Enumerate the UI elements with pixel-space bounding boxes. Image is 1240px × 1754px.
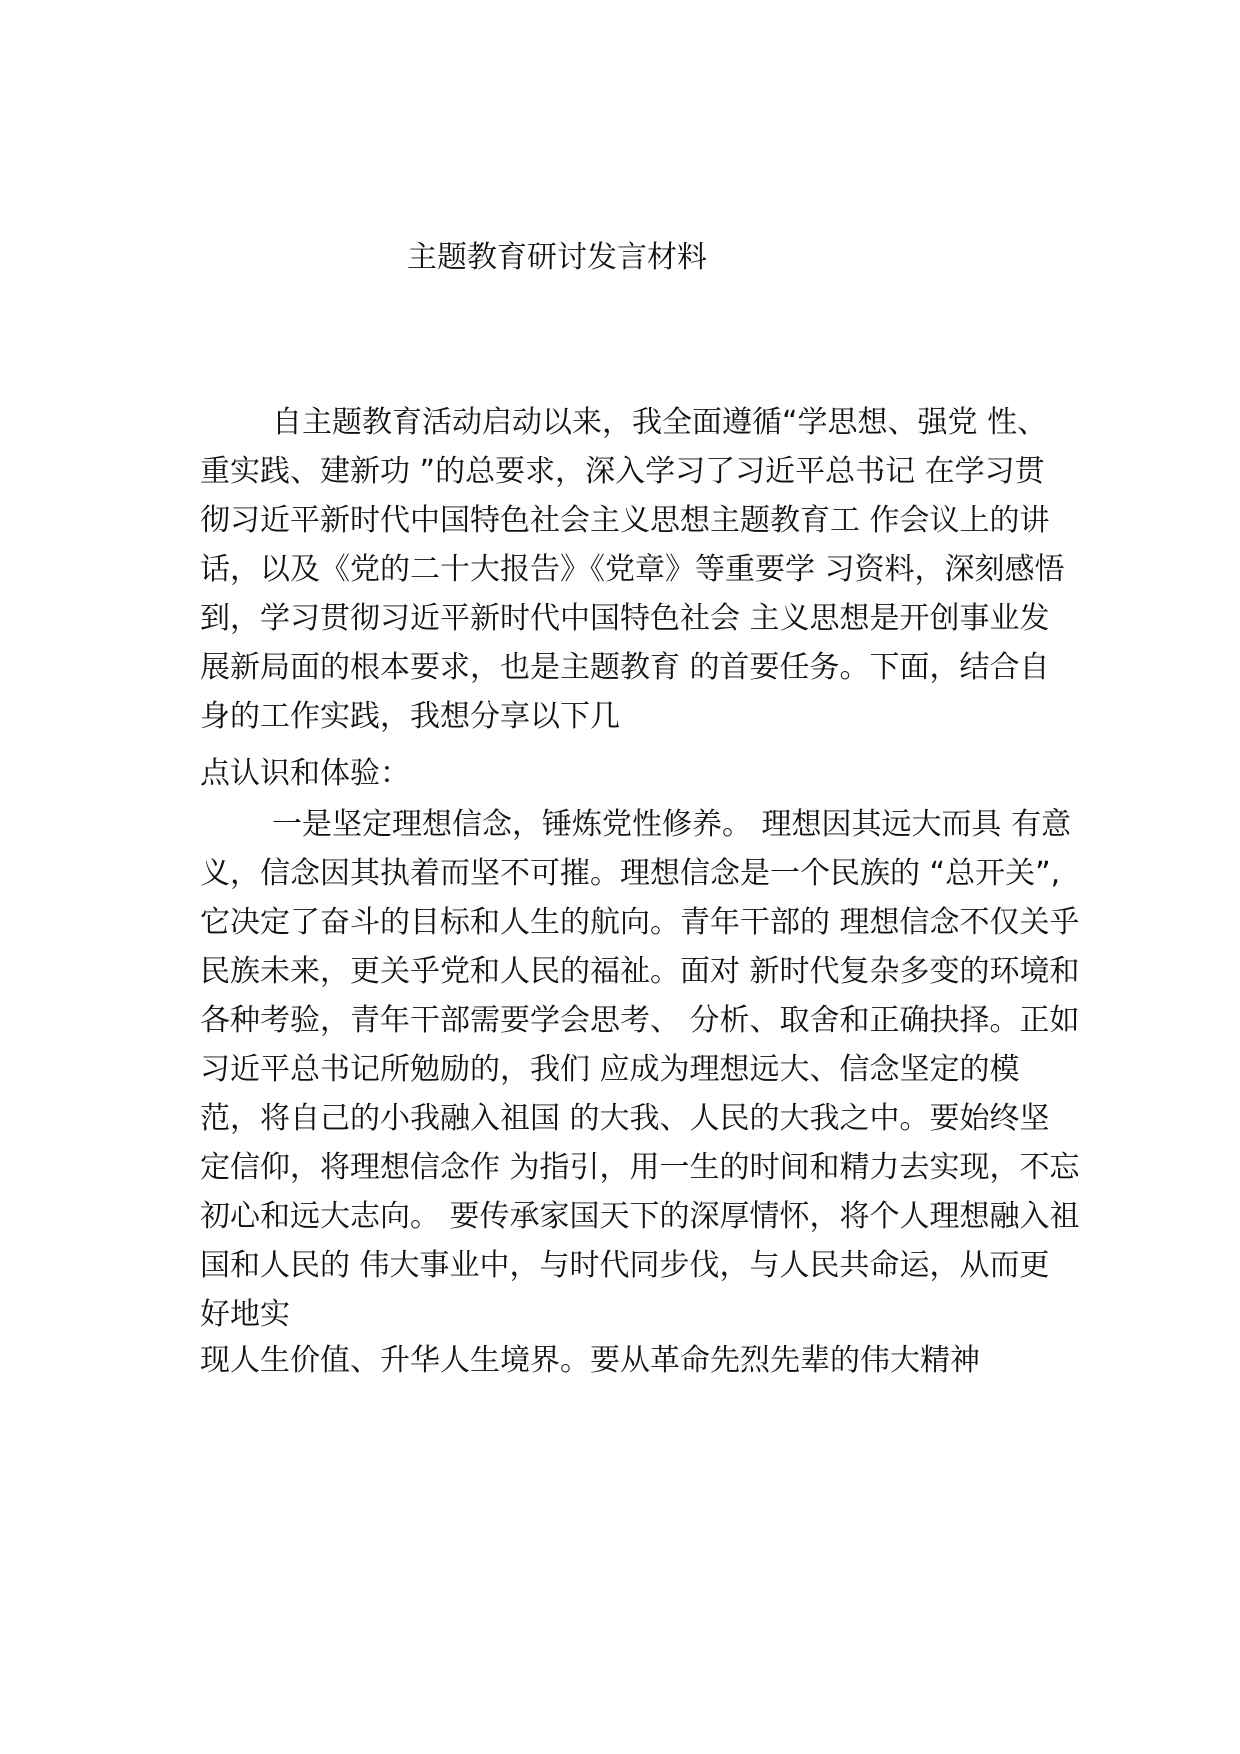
text-line: 点认识和体验： — [200, 756, 410, 791]
text-line: 定信仰，将理想信念作 为指引，用一生的时间和精力去实现，不忘 — [200, 1150, 1080, 1185]
text-line: 初心和远大志向。 要传承家国天下的深厚情怀，将个人理想融入祖 — [200, 1199, 1080, 1234]
text-line: 话，以及《党的二十大报告》《党章》等重要学 习资料，深刻感悟 — [200, 552, 1065, 587]
text-line: 义，信念因其执着而坚不可摧。理想信念是一个民族的 “总开关”, — [200, 856, 1061, 891]
text-line: 它决定了奋斗的目标和人生的航向。青年干部的 理想信念不仅关乎 — [200, 905, 1080, 940]
text-line: 习近平总书记所勉励的，我们 应成为理想远大、信念坚定的模 — [200, 1052, 1020, 1087]
text-line: 国和人民的 伟大事业中，与时代同步伐，与人民共命运，从而更 — [200, 1248, 1050, 1283]
text-line: 范，将自己的小我融入祖国 的大我、人民的大我之中。要始终坚 — [200, 1101, 1050, 1136]
paragraph-intro — [200, 398, 1100, 741]
text-line: 身的工作实践，我想分享以下几 — [200, 699, 620, 734]
text-line: 各种考验，青年干部需要学会思考、 分析、取舍和正确抉择。正如 — [200, 1003, 1080, 1038]
text-line: 自主题教育活动启动以来，我全面遵循“学思想、强党 性、 — [272, 405, 1048, 440]
paragraph-continuation-2 — [200, 1338, 1100, 1384]
text-line: 现人生价值、升华人生境界。要从革命先烈先辈的伟大精神 — [200, 1343, 980, 1378]
document-title: 主题教育研讨发言材料 — [407, 240, 707, 275]
text-line: 展新局面的根本要求，也是主题教育 的首要任务。下面，结合自 — [200, 650, 1050, 685]
text-line: 重实践、建新功 ”的总要求，深入学习了习近平总书记 在学习贯 — [200, 454, 1045, 489]
text-line: 到，学习贯彻习近平新时代中国特色社会 主义思想是开创事业发 — [200, 601, 1050, 636]
text-line: 一是坚定理想信念，锤炼党性修养。 理想因其远大而具 有意 — [272, 807, 1072, 842]
paragraph-continuation — [200, 751, 1100, 797]
text-line: 民族未来，更关乎党和人民的福祉。面对 新时代复杂多变的环境和 — [200, 954, 1080, 989]
paragraph-point-one — [200, 800, 1100, 1339]
text-line: 彻习近平新时代中国特色社会主义思想主题教育工 作会议上的讲 — [200, 503, 1050, 538]
text-line: 好地实 — [200, 1297, 290, 1332]
